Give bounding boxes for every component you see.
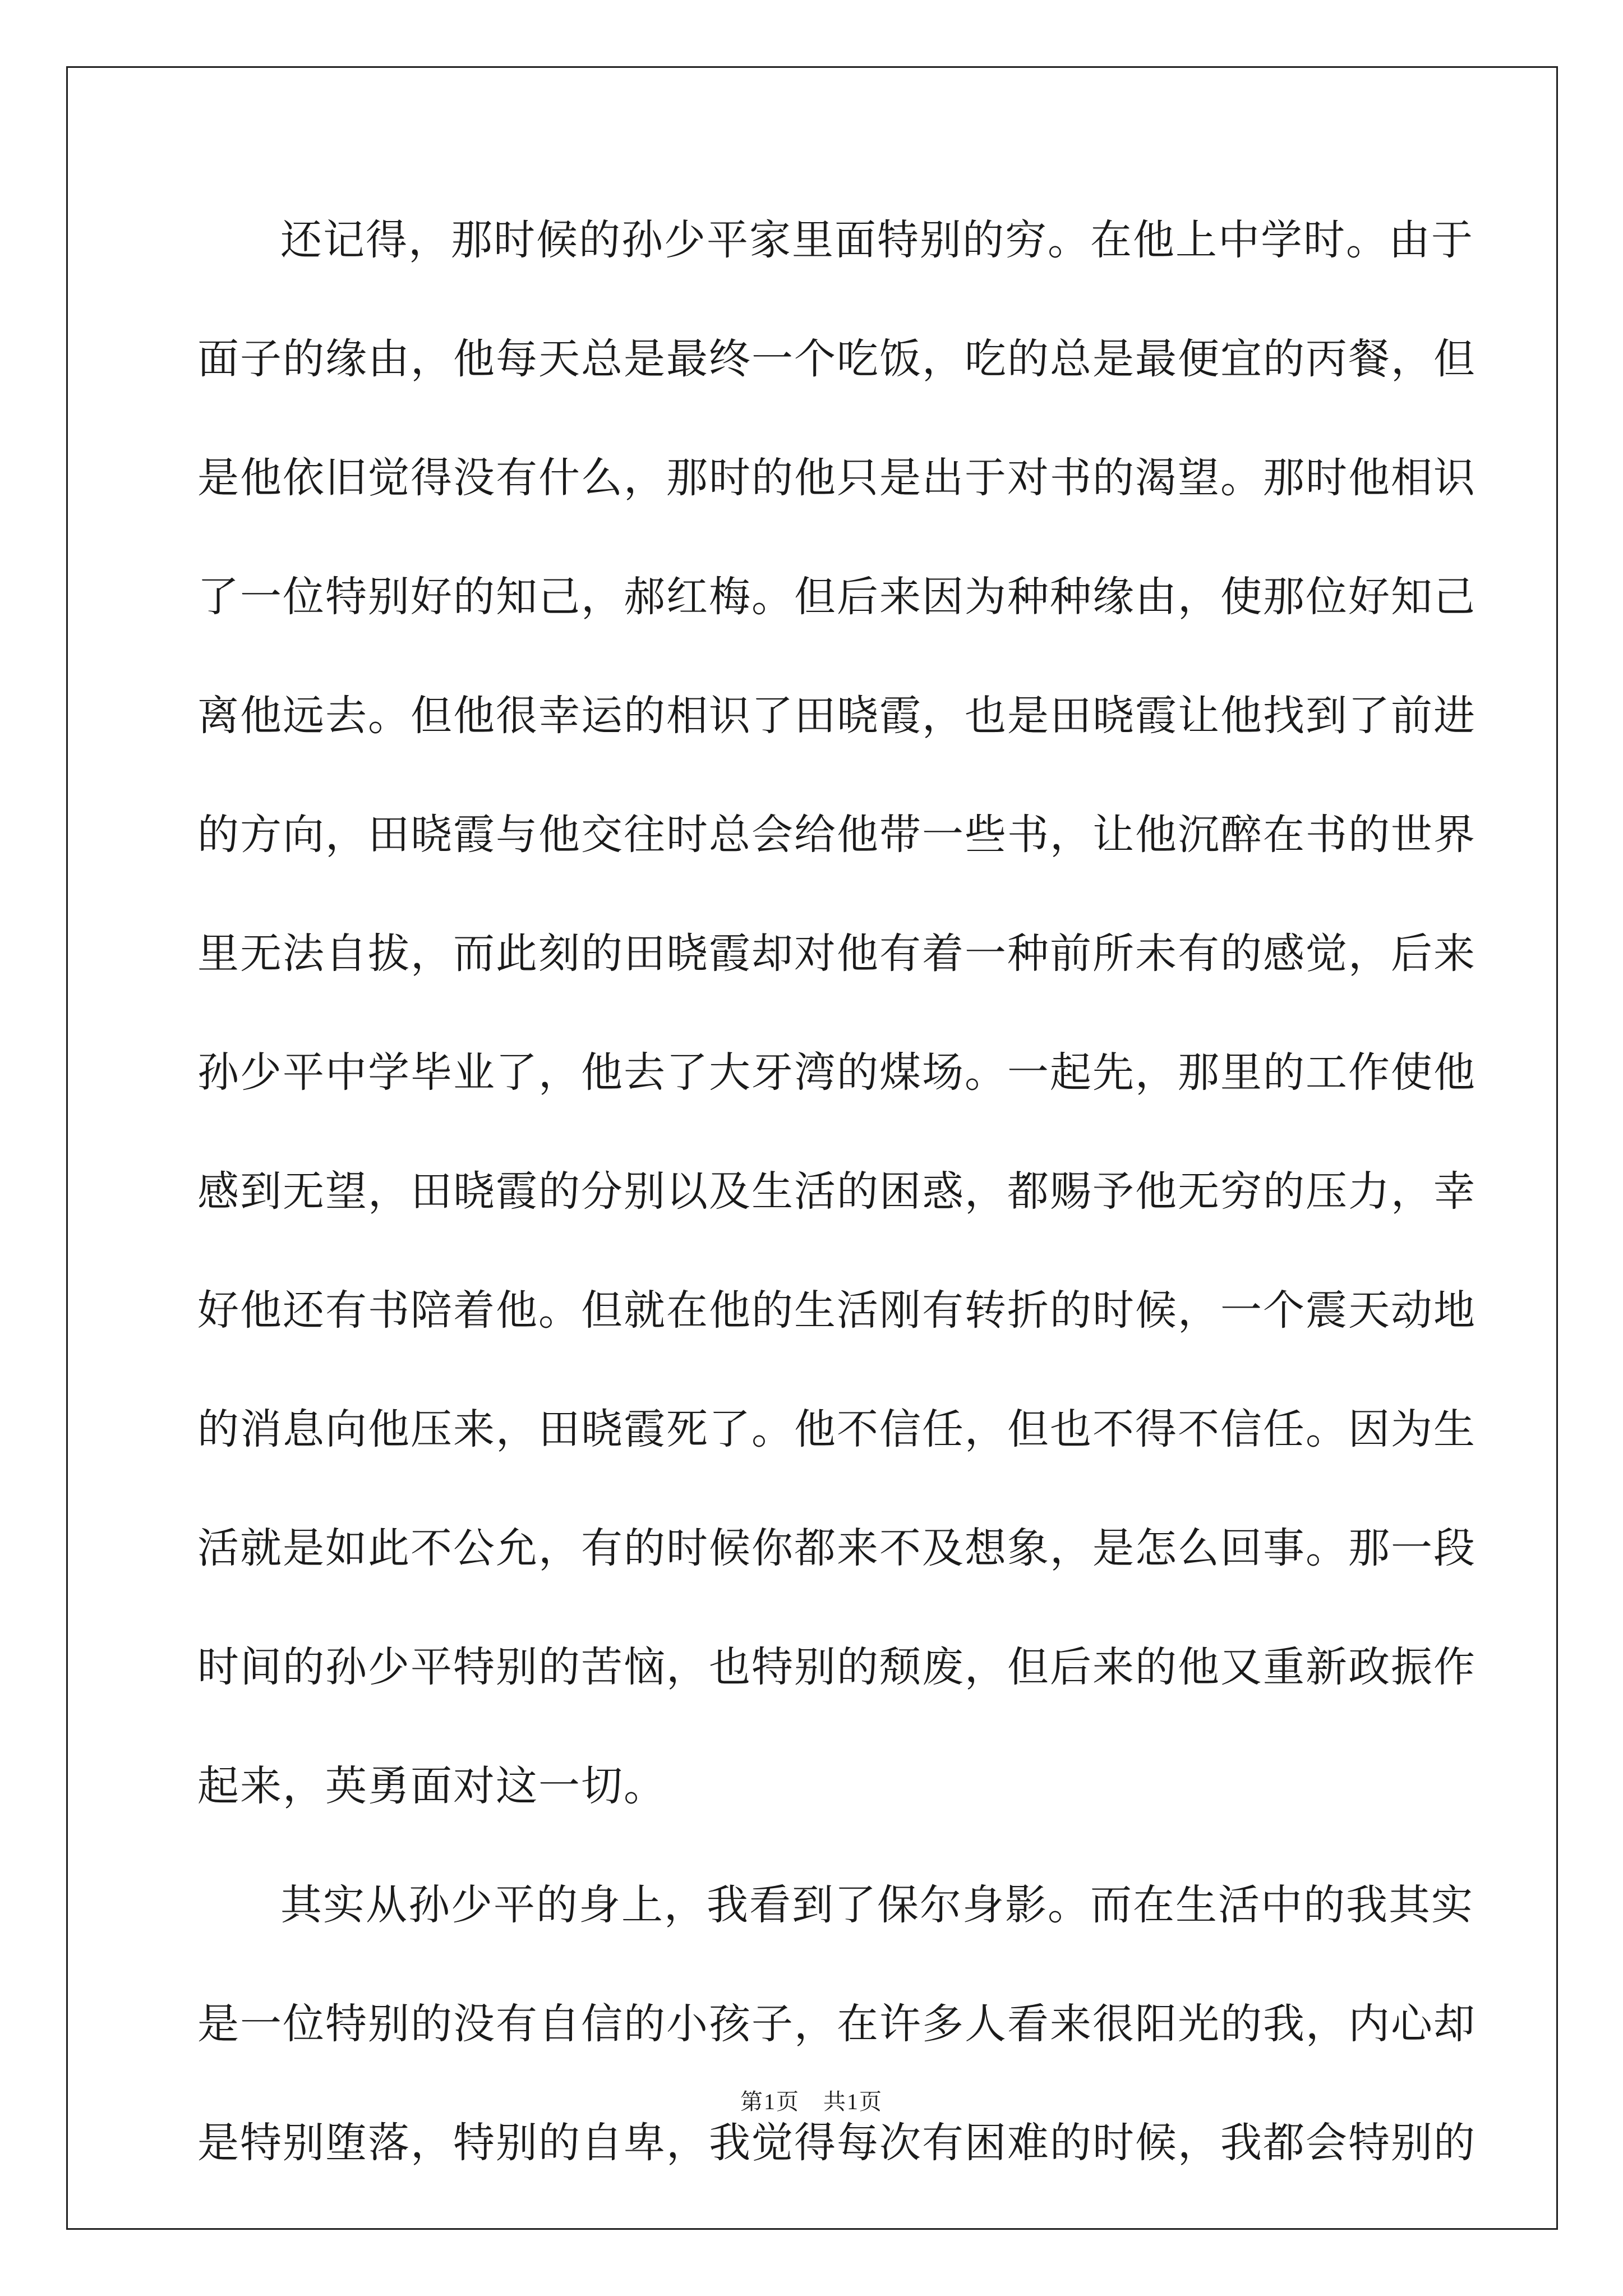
paragraph-line: 的方向，田晓霞与他交往时总会给他带一些书，让他沉醉在书的世界 <box>197 811 1476 859</box>
paragraph-line: 好他还有书陪着他。但就在他的生活刚有转折的时候，一个震天动地 <box>197 1286 1476 1335</box>
paragraph-line: 面子的缘由，他每天总是最终一个吃饭，吃的总是最便宜的丙餐，但 <box>197 335 1476 383</box>
paragraph-line: 起来，英勇面对这一切。 <box>197 1762 666 1810</box>
paragraph-line: 活就是如此不公允，有的时候你都来不及想象，是怎么回事。那一段 <box>197 1524 1476 1572</box>
paragraph-line: 的消息向他压来，田晓霞死了。他不信任，但也不得不信任。因为生 <box>197 1405 1476 1453</box>
paragraph-line: 是一位特别的没有自信的小孩子，在许多人看来很阳光的我，内心却 <box>197 2000 1476 2048</box>
paragraph-line: 是他依旧觉得没有什么，那时的他只是出于对书的渴望。那时他相识 <box>197 454 1476 502</box>
paragraph-line: 还记得，那时候的孙少平家里面特别的穷。在他上中学时。由于 <box>280 216 1474 264</box>
paragraph-line: 时间的孙少平特别的苦恼，也特别的颓废，但后来的他又重新政振作 <box>197 1643 1476 1691</box>
paragraph-line: 是特别堕落，特别的自卑，我觉得每次有困难的时候，我都会特别的 <box>197 2119 1476 2167</box>
paragraph-line: 其实从孙少平的身上，我看到了保尔身影。而在生活中的我其实 <box>280 1881 1474 1929</box>
paragraph-line: 离他远去。但他很幸运的相识了田晓霞，也是田晓霞让他找到了前进 <box>197 692 1476 740</box>
paragraph-line: 里无法自拔，而此刻的田晓霞却对他有着一种前所未有的感觉，后来 <box>197 930 1476 978</box>
document-body <box>197 199 1476 2221</box>
paragraph-line: 孙少平中学毕业了，他去了大牙湾的煤场。一起先，那里的工作使他 <box>197 1048 1476 1097</box>
page-footer: 第1页 共1页 <box>740 2089 883 2114</box>
paragraph-line: 了一位特别好的知己，郝红梅。但后来因为种种缘由，使那位好知己 <box>197 573 1476 621</box>
paragraph-line: 感到无望，田晓霞的分别以及生活的困惑，都赐予他无穷的压力，幸 <box>197 1167 1476 1216</box>
